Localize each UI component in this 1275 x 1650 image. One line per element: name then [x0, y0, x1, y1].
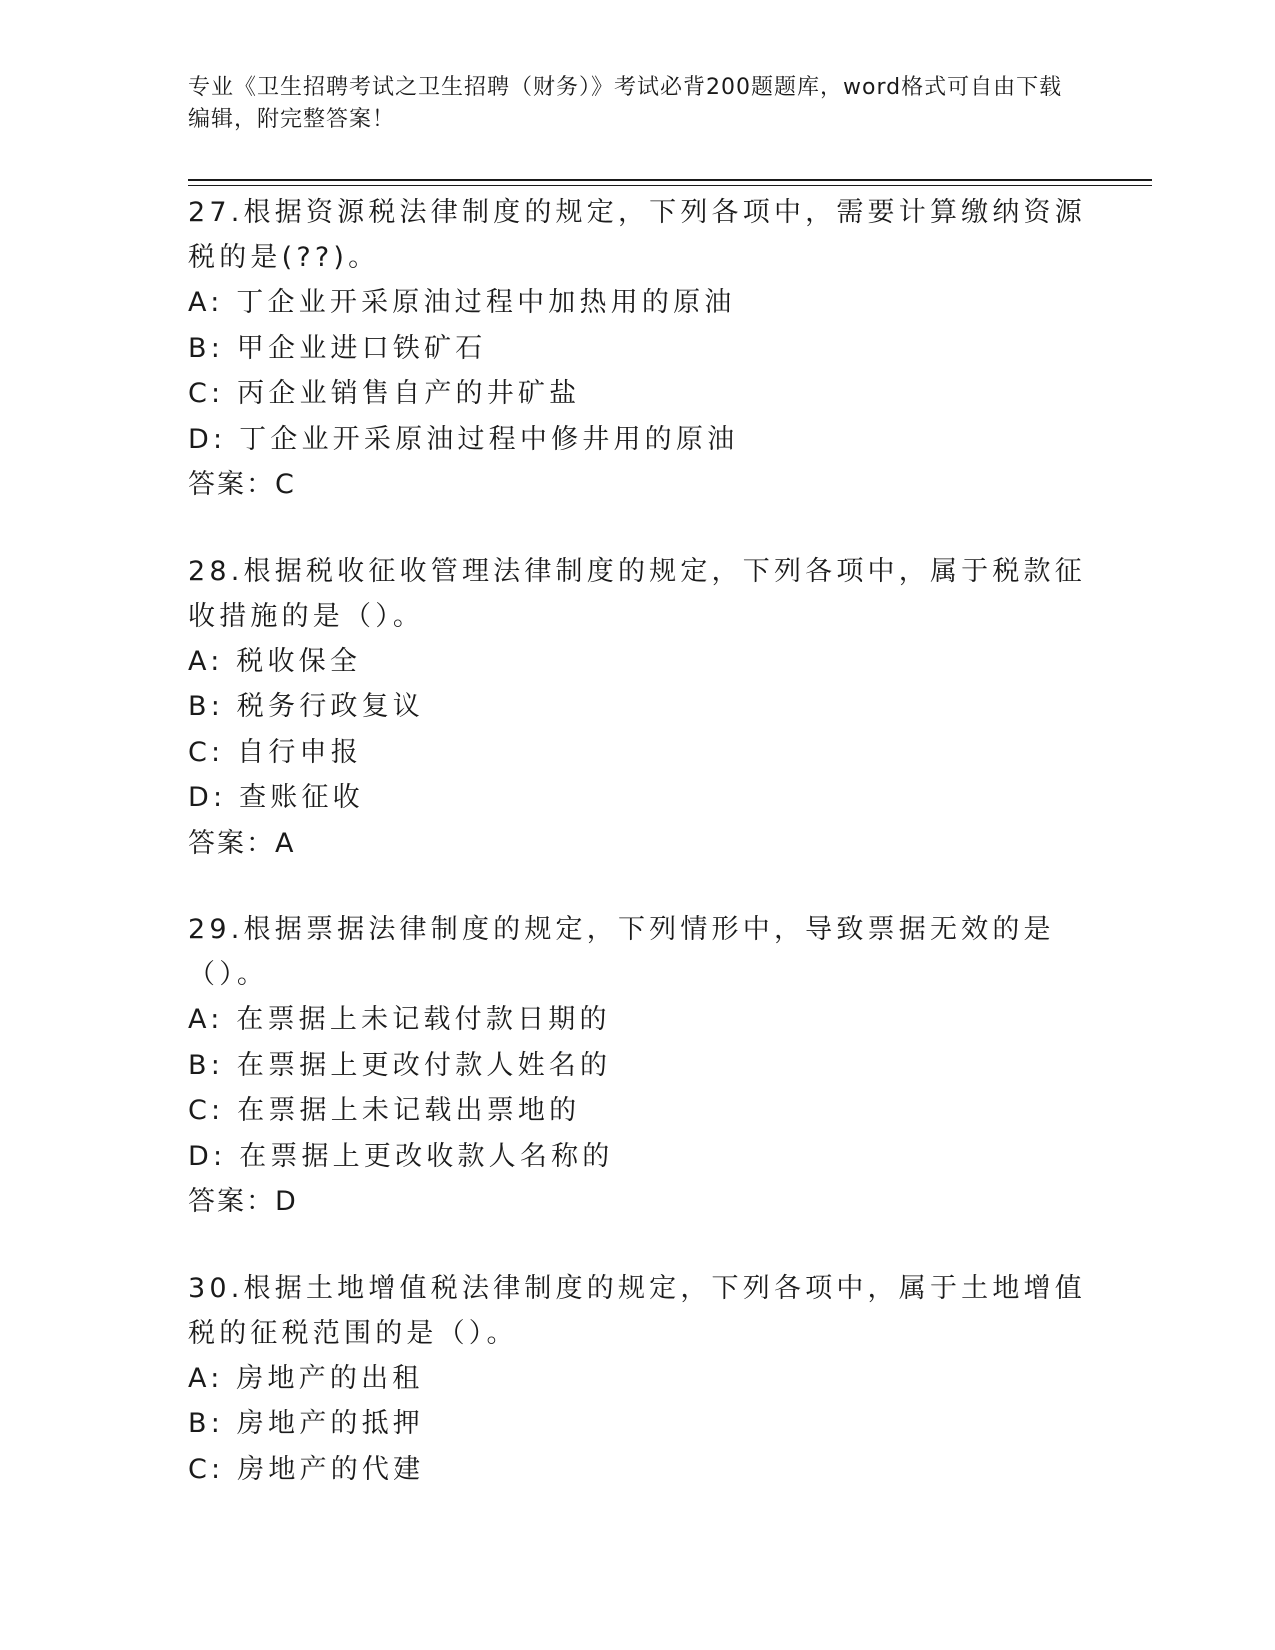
question-stem: 29.根据票据法律制度的规定，下列情形中，导致票据无效的是（）。: [188, 914, 1055, 990]
question-28: [188, 549, 1088, 867]
option-a: A: 税收保全: [188, 645, 362, 677]
question-27: [188, 190, 1088, 508]
option-a: A: 房地产的出租: [188, 1362, 424, 1394]
option-d: D: 丁企业开采原油过程中修井用的原油: [188, 423, 739, 455]
question-stem: 28.根据税收征收管理法律制度的规定，下列各项中，属于税款征收措施的是（）。: [188, 555, 1086, 632]
question-30: [188, 1266, 1088, 1493]
option-c: C: 自行申报: [188, 736, 362, 768]
option-a: A: 在票据上未记载付款日期的: [188, 1004, 611, 1035]
option-d: D: 在票据上更改收款人名称的: [188, 1140, 614, 1172]
option-c: C: 丙企业销售自产的井矿盐: [188, 378, 581, 409]
question-list: [188, 190, 1088, 1533]
option-c: C: 房地产的代建: [188, 1453, 425, 1485]
question-stem: 27.根据资源税法律制度的规定，下列各项中，需要计算缴纳资源税的是(??)。: [188, 197, 1086, 273]
option-a: A: 丁企业开采原油过程中加热用的原油: [188, 287, 736, 318]
answer: 答案：D: [188, 1186, 298, 1217]
answer: 答案：C: [188, 469, 296, 500]
option-b: B: 甲企业进口铁矿石: [188, 332, 487, 364]
option-d: D: 查账征收: [188, 782, 364, 813]
question-29: [188, 907, 1088, 1225]
option-c: C: 在票据上未记载出票地的: [188, 1095, 581, 1126]
question-stem: 30.根据土地增值税法律制度的规定，下列各项中，属于土地增值税的征税范围的是（）。: [188, 1272, 1086, 1349]
option-b: B: 房地产的抵押: [188, 1408, 425, 1439]
header-divider-top: [188, 179, 1152, 181]
document-header: 专业《卫生招聘考试之卫生招聘（财务）》考试必背200题题库，word格式可自由下载编辑，附完整答案！: [188, 75, 1063, 132]
option-b: B: 在票据上更改付款人姓名的: [188, 1049, 612, 1081]
header-divider-bottom: [188, 185, 1152, 186]
answer: 答案：A: [188, 827, 296, 859]
option-b: B: 税务行政复议: [188, 691, 425, 722]
